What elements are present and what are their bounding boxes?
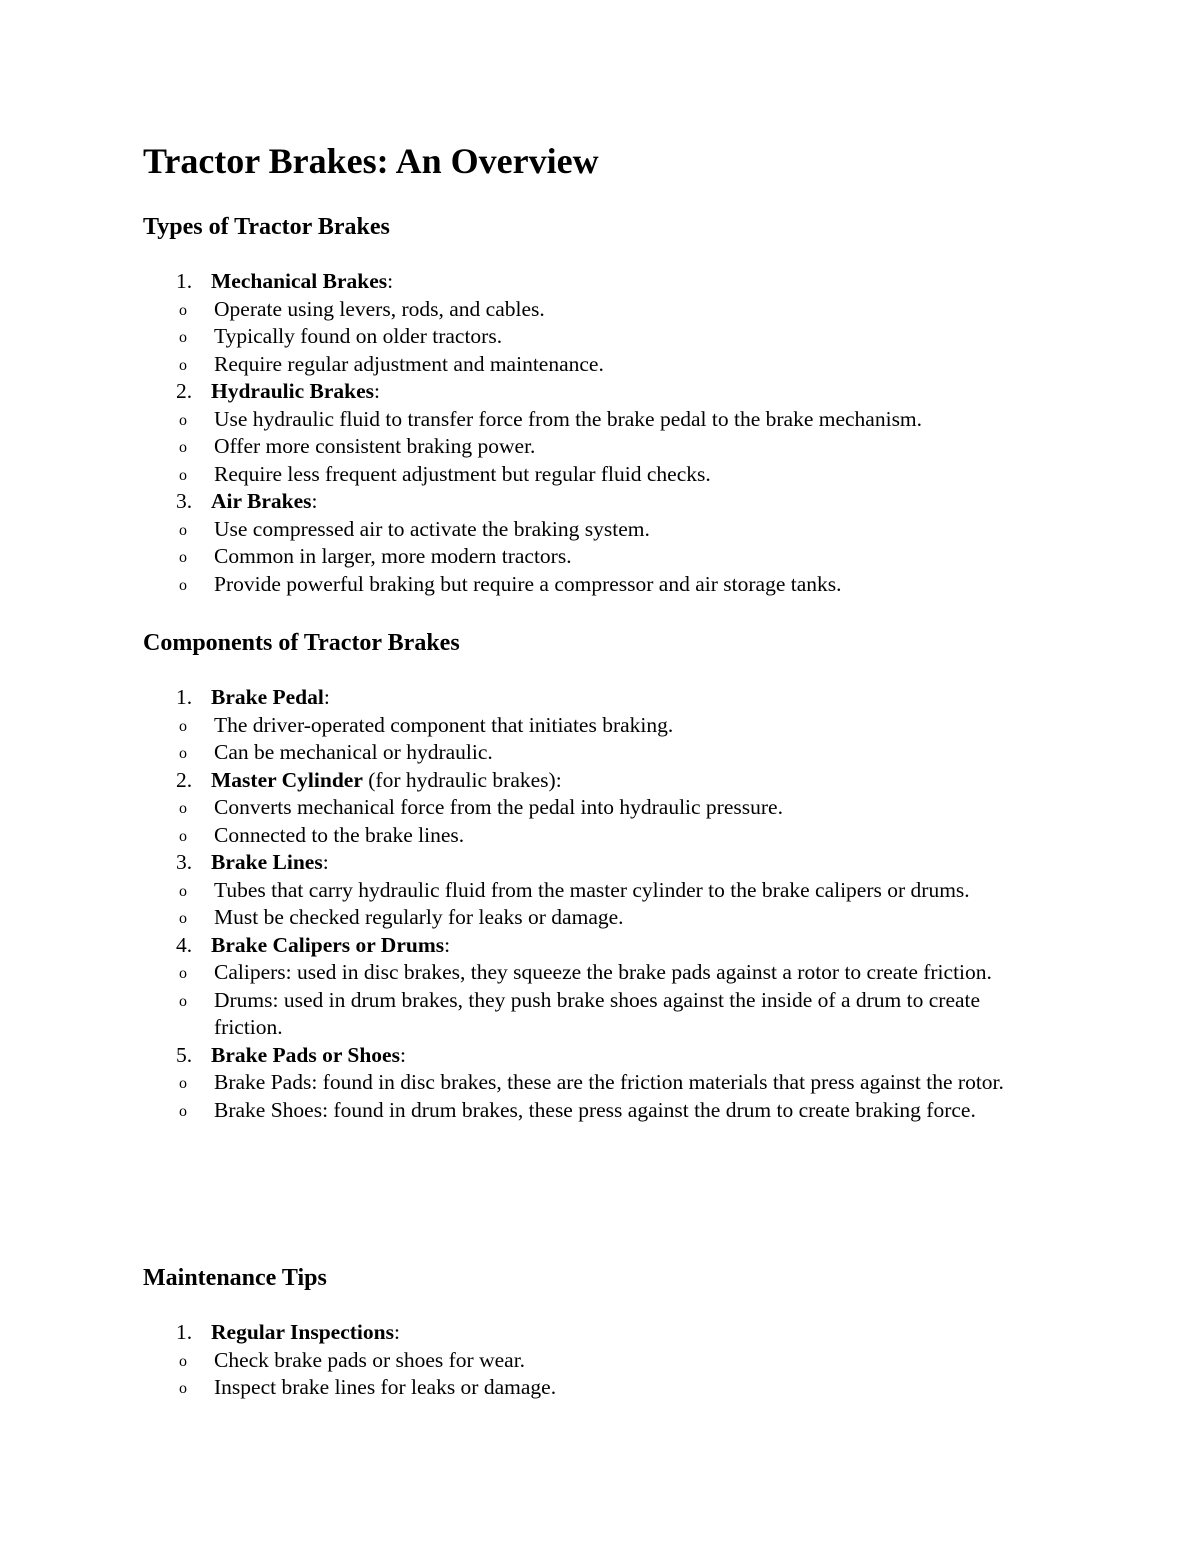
sub-item xyxy=(75,959,1004,987)
item-name: Master Cylinder xyxy=(211,767,363,792)
sub-item-text: Must be checked regularly for leaks or damage. xyxy=(214,905,624,929)
sub-item-text: Connected to the brake lines. xyxy=(214,822,465,847)
item-name: Brake Pedal xyxy=(211,685,324,709)
sub-item-text: Tubes that carry hydraulic fluid from the master cylinder to the brake calipers or drums. xyxy=(214,877,970,902)
bullet-icon: o xyxy=(179,1352,187,1370)
item-suffix: (for hydraulic brakes): xyxy=(362,767,562,792)
bullet-icon: o xyxy=(179,745,187,762)
item-number: 1. xyxy=(176,685,193,709)
list-item xyxy=(143,767,1073,795)
list-item xyxy=(143,268,1073,296)
sub-item xyxy=(75,794,1004,822)
item-suffix: : xyxy=(387,269,394,293)
bullet-icon: o xyxy=(179,1102,187,1120)
sub-item-text: Calipers: used in disc brakes, they squeeze the brake pads against a rotor to create friction. xyxy=(214,960,992,984)
bullet-icon: o xyxy=(179,411,187,429)
sub-item xyxy=(75,987,1004,1042)
sub-item xyxy=(75,296,1004,324)
section-heading-maintenance: Maintenance Tips xyxy=(143,1265,327,1291)
item-number: 2. xyxy=(176,767,193,792)
bullet-icon: o xyxy=(179,356,187,374)
item-name: Brake Calipers or Drums xyxy=(211,932,445,957)
bullet-icon: o xyxy=(179,992,187,1010)
list-item xyxy=(143,1319,1073,1347)
bullet-icon: o xyxy=(179,301,187,319)
sub-item xyxy=(75,877,1004,905)
sub-item xyxy=(75,543,1004,571)
sub-item-text: The driver-operated component that initiates braking. xyxy=(214,712,674,737)
item-number: 1. xyxy=(176,269,193,293)
bullet-icon: o xyxy=(179,1380,187,1397)
bullet-icon: o xyxy=(179,466,187,484)
sub-item xyxy=(75,461,1004,489)
bullet-icon: o xyxy=(179,439,187,456)
sub-item xyxy=(75,571,1004,599)
sub-item-text: Brake Shoes: found in drum brakes, these press against the drum to create braking force. xyxy=(214,1097,976,1122)
sub-item-text: Provide powerful braking but require a compressor and air storage tanks. xyxy=(214,571,842,596)
sub-item-text: Common in larger, more modern tractors. xyxy=(214,544,572,568)
sub-item-text: Typically found on older tractors. xyxy=(214,324,503,348)
item-name: Mechanical Brakes xyxy=(211,269,388,293)
list-item xyxy=(143,1042,1073,1070)
item-number: 2. xyxy=(176,379,193,403)
components-list xyxy=(143,684,1073,1124)
bullet-icon: o xyxy=(179,800,187,817)
sub-item-text: Check brake pads or shoes for wear. xyxy=(214,1347,526,1372)
item-name: Brake Lines xyxy=(211,850,323,874)
item-number: 5. xyxy=(176,1042,193,1067)
sub-item-text: Inspect brake lines for leaks or damage. xyxy=(214,1375,557,1399)
bullet-icon: o xyxy=(179,910,187,927)
section-heading-types: Types of Tractor Brakes xyxy=(143,214,390,240)
item-number: 1. xyxy=(176,1320,193,1344)
list-item xyxy=(143,932,1073,960)
sub-item xyxy=(75,1374,1004,1402)
sub-item-text: Drums: used in drum brakes, they push brake shoes against the inside of a drum to create friction. xyxy=(214,987,981,1039)
sub-item-text: Offer more consistent braking power. xyxy=(214,434,536,458)
list-item xyxy=(143,849,1073,877)
bullet-icon: o xyxy=(179,576,187,594)
item-suffix: : xyxy=(393,1320,400,1344)
bullet-icon: o xyxy=(179,549,187,566)
item-suffix: : xyxy=(444,932,451,957)
sub-item xyxy=(75,739,1004,767)
item-suffix: : xyxy=(322,850,329,874)
bullet-icon: o xyxy=(179,329,187,346)
sub-item-text: Use compressed air to activate the braking system. xyxy=(214,516,650,541)
sub-item xyxy=(75,351,1004,379)
sub-item xyxy=(75,433,1004,461)
item-suffix: : xyxy=(323,685,330,709)
item-number: 3. xyxy=(176,489,193,513)
bullet-icon: o xyxy=(179,827,187,845)
item-name: Hydraulic Brakes xyxy=(211,379,375,403)
item-suffix: : xyxy=(374,379,381,403)
item-suffix: : xyxy=(311,489,318,513)
sub-item xyxy=(75,904,1004,932)
bullet-icon: o xyxy=(179,1075,187,1092)
sub-item xyxy=(75,323,1004,351)
sub-item xyxy=(75,712,1004,740)
bullet-icon: o xyxy=(179,717,187,735)
bullet-icon: o xyxy=(179,521,187,539)
sub-item-text: Require less frequent adjustment but regular fluid checks. xyxy=(214,461,711,486)
sub-item-text: Use hydraulic fluid to transfer force from the brake pedal to the brake mechanism. xyxy=(214,406,923,431)
document-title: Tractor Brakes: An Overview xyxy=(143,141,599,181)
item-name: Air Brakes xyxy=(211,489,312,513)
sub-item xyxy=(75,406,1004,434)
item-name: Brake Pads or Shoes xyxy=(211,1042,400,1067)
sub-item-text: Brake Pads: found in disc brakes, these are the friction materials that press against the rotor. xyxy=(214,1070,1004,1094)
types-list xyxy=(143,268,1073,598)
sub-item-text: Can be mechanical or hydraulic. xyxy=(214,740,493,764)
list-item xyxy=(143,488,1073,516)
sub-item xyxy=(75,822,1004,850)
maintenance-list xyxy=(143,1319,1073,1402)
sub-item xyxy=(75,516,1004,544)
list-item xyxy=(143,378,1073,406)
sub-item xyxy=(75,1069,1004,1097)
sub-item xyxy=(75,1347,1004,1375)
list-item xyxy=(143,684,1073,712)
sub-item xyxy=(75,1097,1004,1125)
item-number: 4. xyxy=(176,932,193,957)
sub-item-text: Require regular adjustment and maintenance. xyxy=(214,351,604,376)
bullet-icon: o xyxy=(179,965,187,982)
sub-item-text: Converts mechanical force from the pedal into hydraulic pressure. xyxy=(214,795,783,819)
sub-item-text: Operate using levers, rods, and cables. xyxy=(214,296,545,321)
item-number: 3. xyxy=(176,850,193,874)
item-name: Regular Inspections xyxy=(211,1320,394,1344)
section-heading-components: Components of Tractor Brakes xyxy=(143,630,460,656)
item-suffix: : xyxy=(399,1042,406,1067)
bullet-icon: o xyxy=(179,882,187,900)
